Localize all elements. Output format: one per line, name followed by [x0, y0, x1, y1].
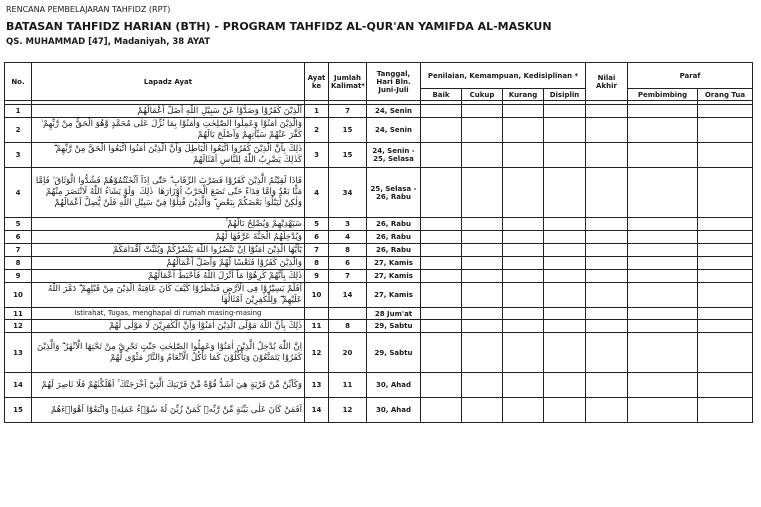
cell-cukup[interactable]	[462, 168, 503, 218]
cell-paraf-pembimbing[interactable]	[628, 373, 698, 398]
cell-baik[interactable]	[421, 308, 462, 320]
cell-baik[interactable]	[421, 143, 462, 168]
row-lafadz: اِنَّ اللّٰهَ يُدْخِلُ الَّذِيْنَ اٰمَنُوْا وَعَمِلُوا الصّٰلِحٰتِ جَنّٰتٍ تَجْرِيْ مِنْ تَحْتِهَا الْاَنْهٰرُ ۗ وَالَّذِيْنَ كَفَرُوْا يَتَمَتَّعُوْنَ وَيَأْكُلُوْنَ كَمَا تَأْكُلُ الْاَنْعَامُ وَالنَّارُ مَثْوًى لَّهُمْ	[32, 333, 305, 373]
cell-baik[interactable]	[421, 231, 462, 244]
row-no: 13	[5, 333, 32, 373]
col-disiplin: Disiplin	[544, 89, 586, 101]
cell-nilai-akhir[interactable]	[586, 105, 628, 118]
row-jumlah: 11	[329, 373, 367, 398]
cell-baik[interactable]	[421, 373, 462, 398]
row-lafadz: ذٰلِكَ بِاَنَّ اللّٰهَ مَوْلَى الَّذِيْنَ اٰمَنُوْا وَاَنَّ الْكٰفِرِيْنَ لَا مَوْلٰى لَهُمْ	[32, 320, 305, 333]
cell-cukup[interactable]	[462, 218, 503, 231]
row-jumlah: 7	[329, 270, 367, 283]
cell-disiplin[interactable]	[544, 143, 586, 168]
row-tanggal: 25, Selasa - 26, Rabu	[367, 168, 421, 218]
row-lafadz: ذٰلِكَ بِاَنَّهُمْ كَرِهُوْا مَآ اَنْزَلَ اللّٰهُ فَاَحْبَطَ اَعْمَالَهُمْ	[32, 270, 305, 283]
row-no: 3	[5, 143, 32, 168]
cell-disiplin[interactable]	[544, 398, 586, 423]
row-ayat: 1	[305, 105, 329, 118]
cell-nilai-akhir[interactable]	[586, 320, 628, 333]
cell-cukup[interactable]	[462, 308, 503, 320]
row-no: 10	[5, 283, 32, 308]
table-row	[5, 231, 753, 244]
row-lafadz: وَكَاَيِّنْ مِّنْ قَرْيَةٍ هِيَ اَشَدُّ قُوَّةً مِّنْ قَرْيَتِكَ الَّتِيْٓ اَخْرَجَتْكَ ۚ اَهْلَكْنٰهُمْ فَلَا نَاصِرَ لَهُمْ	[32, 373, 305, 398]
doc-subtitle: QS. MUHAMMAD [47], Madaniyah, 38 AYAT	[6, 37, 210, 47]
col-tanggal: Tanggal, Hari Bln. Juni-Juli	[367, 63, 421, 101]
cell-paraf-pembimbing[interactable]	[628, 168, 698, 218]
cell-paraf-orang-tua[interactable]	[698, 283, 753, 308]
row-no: 7	[5, 244, 32, 257]
cell-kurang[interactable]	[503, 105, 544, 118]
row-no: 12	[5, 320, 32, 333]
row-ayat: 7	[305, 244, 329, 257]
row-no: 11	[5, 308, 32, 320]
cell-paraf-orang-tua[interactable]	[698, 270, 753, 283]
cell-nilai-akhir[interactable]	[586, 308, 628, 320]
cell-kurang[interactable]	[503, 320, 544, 333]
cell-paraf-pembimbing[interactable]	[628, 118, 698, 143]
cell-paraf-orang-tua[interactable]	[698, 168, 753, 218]
table-row	[5, 244, 753, 257]
row-ayat: 5	[305, 218, 329, 231]
row-tanggal: 27, Kamis	[367, 257, 421, 270]
cell-kurang[interactable]	[503, 231, 544, 244]
cell-cukup[interactable]	[462, 118, 503, 143]
row-tanggal: 30, Ahad	[367, 373, 421, 398]
cell-paraf-orang-tua[interactable]	[698, 105, 753, 118]
cell-kurang[interactable]	[503, 308, 544, 320]
cell-paraf-pembimbing[interactable]	[628, 398, 698, 423]
cell-disiplin[interactable]	[544, 283, 586, 308]
cell-disiplin[interactable]	[544, 118, 586, 143]
tahfidz-table	[4, 62, 753, 423]
cell-cukup[interactable]	[462, 398, 503, 423]
cell-paraf-orang-tua[interactable]	[698, 143, 753, 168]
row-tanggal: 30, Ahad	[367, 398, 421, 423]
cell-kurang[interactable]	[503, 118, 544, 143]
row-lafadz: Istirahat, Tugas, menghapal di rumah masing-masing	[32, 308, 305, 320]
row-jumlah: 15	[329, 143, 367, 168]
cell-cukup[interactable]	[462, 244, 503, 257]
row-jumlah: 34	[329, 168, 367, 218]
row-lafadz: اَلَّذِيْنَ كَفَرُوْا وَصَدُّوْا عَنْ سَبِيْلِ اللّٰهِ اَضَلَّ اَعْمَالَهُمْ	[32, 105, 305, 118]
cell-baik[interactable]	[421, 168, 462, 218]
cell-cukup[interactable]	[462, 270, 503, 283]
cell-kurang[interactable]	[503, 270, 544, 283]
row-tanggal: 26, Rabu	[367, 218, 421, 231]
table-row	[5, 218, 753, 231]
row-ayat: 9	[305, 270, 329, 283]
cell-disiplin[interactable]	[544, 257, 586, 270]
cell-paraf-orang-tua[interactable]	[698, 333, 753, 373]
table-row	[5, 398, 753, 423]
cell-baik[interactable]	[421, 320, 462, 333]
col-kurang: Kurang	[503, 89, 544, 101]
row-jumlah: 15	[329, 118, 367, 143]
row-lafadz: وَالَّذِيْنَ اٰمَنُوْا وَعَمِلُوا الصّٰلِحٰتِ وَاٰمَنُوْا بِمَا نُزِّلَ عَلٰى مُحَمَّدٍ وَّهُوَ الْحَقُّ مِنْ رَّبِّهِمْ ۙ كَفَّرَ عَنْهُمْ سَيِّاٰتِهِمْ وَاَصْلَحَ بَالَهُمْ	[32, 118, 305, 143]
cell-nilai-akhir[interactable]	[586, 244, 628, 257]
row-tanggal: 27, Kamis	[367, 270, 421, 283]
row-tanggal: 29, Sabtu	[367, 320, 421, 333]
cell-baik[interactable]	[421, 398, 462, 423]
cell-paraf-pembimbing[interactable]	[628, 270, 698, 283]
cell-paraf-orang-tua[interactable]	[698, 118, 753, 143]
cell-paraf-pembimbing[interactable]	[628, 143, 698, 168]
row-jumlah: 3	[329, 218, 367, 231]
row-ayat	[305, 308, 329, 320]
table-row	[5, 283, 753, 308]
row-tanggal: 24, Senin	[367, 118, 421, 143]
row-jumlah: 4	[329, 231, 367, 244]
row-no: 5	[5, 218, 32, 231]
table-row	[5, 270, 753, 283]
row-jumlah: 8	[329, 244, 367, 257]
cell-disiplin[interactable]	[544, 308, 586, 320]
cell-paraf-orang-tua[interactable]	[698, 320, 753, 333]
col-paraf: Paraf	[628, 63, 753, 89]
row-no: 15	[5, 398, 32, 423]
cell-nilai-akhir[interactable]	[586, 333, 628, 373]
cell-paraf-pembimbing[interactable]	[628, 105, 698, 118]
cell-paraf-pembimbing[interactable]	[628, 283, 698, 308]
cell-cukup[interactable]	[462, 143, 503, 168]
cell-disiplin[interactable]	[544, 231, 586, 244]
cell-paraf-pembimbing[interactable]	[628, 333, 698, 373]
cell-cukup[interactable]	[462, 105, 503, 118]
cell-nilai-akhir[interactable]	[586, 231, 628, 244]
table-row	[5, 105, 753, 118]
row-lafadz: وَيُدْخِلُهُمُ الْجَنَّةَ عَرَّفَهَا لَهُمْ	[32, 231, 305, 244]
table-row	[5, 320, 753, 333]
row-no: 8	[5, 257, 32, 270]
row-ayat: 12	[305, 333, 329, 373]
cell-paraf-pembimbing[interactable]	[628, 231, 698, 244]
cell-baik[interactable]	[421, 270, 462, 283]
row-ayat: 3	[305, 143, 329, 168]
row-no: 1	[5, 105, 32, 118]
cell-kurang[interactable]	[503, 283, 544, 308]
table-row	[5, 257, 753, 270]
cell-kurang[interactable]	[503, 257, 544, 270]
cell-paraf-pembimbing[interactable]	[628, 218, 698, 231]
col-nilai-akhir: Nilai Akhir	[586, 63, 628, 101]
col-orang-tua: Orang Tua	[698, 89, 753, 101]
row-jumlah: 8	[329, 320, 367, 333]
cell-baik[interactable]	[421, 333, 462, 373]
cell-kurang[interactable]	[503, 333, 544, 373]
col-ayat: Ayat ke	[305, 63, 329, 101]
cell-paraf-orang-tua[interactable]	[698, 373, 753, 398]
doc-label: RENCANA PEMBELAJARAN TAHFIDZ (RPT)	[6, 5, 171, 14]
row-no: 6	[5, 231, 32, 244]
row-jumlah: 20	[329, 333, 367, 373]
table-row	[5, 373, 753, 398]
cell-cukup[interactable]	[462, 373, 503, 398]
cell-paraf-pembimbing[interactable]	[628, 244, 698, 257]
row-jumlah: 14	[329, 283, 367, 308]
cell-nilai-akhir[interactable]	[586, 168, 628, 218]
col-penilaian: Penilaian, Kemampuan, Kedisiplinan *	[421, 63, 586, 89]
cell-nilai-akhir[interactable]	[586, 373, 628, 398]
cell-kurang[interactable]	[503, 143, 544, 168]
col-lafadz: Lapadz Ayat	[32, 63, 305, 101]
row-ayat: 11	[305, 320, 329, 333]
row-jumlah: 6	[329, 257, 367, 270]
table-row	[5, 143, 753, 168]
row-tanggal: 28 Jum'at	[367, 308, 421, 320]
row-no: 4	[5, 168, 32, 218]
table-row	[5, 308, 753, 320]
cell-cukup[interactable]	[462, 320, 503, 333]
cell-disiplin[interactable]	[544, 168, 586, 218]
row-jumlah: 7	[329, 105, 367, 118]
cell-nilai-akhir[interactable]	[586, 143, 628, 168]
cell-baik[interactable]	[421, 244, 462, 257]
cell-kurang[interactable]	[503, 168, 544, 218]
cell-nilai-akhir[interactable]	[586, 270, 628, 283]
row-no: 2	[5, 118, 32, 143]
row-lafadz: سَيَهْدِيْهِمْ وَيُصْلِحُ بَالَهُمْ ۚ	[32, 218, 305, 231]
cell-cukup[interactable]	[462, 283, 503, 308]
cell-paraf-orang-tua[interactable]	[698, 398, 753, 423]
row-tanggal: 24, Senin - 25, Selasa	[367, 143, 421, 168]
row-ayat: 14	[305, 398, 329, 423]
cell-paraf-orang-tua[interactable]	[698, 244, 753, 257]
row-lafadz: ذٰلِكَ بِاَنَّ الَّذِيْنَ كَفَرُوا اتَّبَعُوا الْبَاطِلَ وَاَنَّ الَّذِيْنَ اٰمَنُوا اتَّبَعُوا الْحَقَّ مِنْ رَّبِّهِمْ ۗ كَذٰلِكَ يَضْرِبُ اللّٰهُ لِلنَّاسِ اَمْثَالَهُمْ	[32, 143, 305, 168]
cell-nilai-akhir[interactable]	[586, 257, 628, 270]
cell-disiplin[interactable]	[544, 333, 586, 373]
cell-kurang[interactable]	[503, 218, 544, 231]
cell-baik[interactable]	[421, 257, 462, 270]
cell-paraf-pembimbing[interactable]	[628, 308, 698, 320]
cell-baik[interactable]	[421, 118, 462, 143]
col-pembimbing: Pembimbing	[628, 89, 698, 101]
doc-title: BATASAN TAHFIDZ HARIAN (BTH) - PROGRAM TAHFIDZ AL-QUR'AN YAMIFDA AL-MASKUN	[6, 20, 552, 33]
row-lafadz: اَفَمَنْ كَانَ عَلٰى بَيِّنَةٍ مِّنْ رَّبِّهٖ كَمَنْ زُيِّنَ لَهٗ سُوْۤءُ عَمَلِهٖ وَاتَّبَعُوْٓا اَهْوَاۤءَهُمْ	[32, 398, 305, 423]
cell-baik[interactable]	[421, 218, 462, 231]
row-jumlah: 12	[329, 398, 367, 423]
cell-kurang[interactable]	[503, 373, 544, 398]
row-lafadz: وَالَّذِيْنَ كَفَرُوْا فَتَعْسًا لَّهُمْ وَاَضَلَّ اَعْمَالَهُمْ	[32, 257, 305, 270]
row-ayat: 8	[305, 257, 329, 270]
cell-paraf-pembimbing[interactable]	[628, 257, 698, 270]
cell-cukup[interactable]	[462, 231, 503, 244]
col-jumlah: Jumlah Kalimat*	[329, 63, 367, 101]
row-ayat: 13	[305, 373, 329, 398]
cell-kurang[interactable]	[503, 398, 544, 423]
row-tanggal: 26, Rabu	[367, 231, 421, 244]
col-baik: Baik	[421, 89, 462, 101]
cell-paraf-pembimbing[interactable]	[628, 320, 698, 333]
row-ayat: 4	[305, 168, 329, 218]
row-no: 9	[5, 270, 32, 283]
cell-disiplin[interactable]	[544, 270, 586, 283]
cell-disiplin[interactable]	[544, 373, 586, 398]
table-row	[5, 118, 753, 143]
cell-cukup[interactable]	[462, 333, 503, 373]
row-tanggal: 24, Senin	[367, 105, 421, 118]
row-ayat: 10	[305, 283, 329, 308]
cell-nilai-akhir[interactable]	[586, 398, 628, 423]
row-no: 14	[5, 373, 32, 398]
row-tanggal: 29, Sabtu	[367, 333, 421, 373]
cell-baik[interactable]	[421, 105, 462, 118]
cell-disiplin[interactable]	[544, 320, 586, 333]
cell-paraf-orang-tua[interactable]	[698, 231, 753, 244]
cell-kurang[interactable]	[503, 244, 544, 257]
row-lafadz: فَاِذَا لَقِيْتُمُ الَّذِيْنَ كَفَرُوْا فَضَرْبَ الرِّقَابِ ۗ حَتّٰٓى اِذَآ اَثْخَنْتُمُوْهُمْ فَشُدُّوا الْوَثَاقَ ۙ فَاِمَّا مَنًّا بَعْدُ وَاِمَّا فِدَاۤءً حَتّٰى تَضَعَ الْحَرْبُ اَوْزَارَهَا ۛ ذٰلِكَ ۛ وَلَوْ يَشَاۤءُ اللّٰهُ لَانْتَصَرَ مِنْهُمْ وَلٰكِنْ لِّيَبْلُوَا۟ بَعْضَكُمْ بِبَعْضٍ ۗ وَالَّذِيْنَ قُتِلُوْا فِيْ سَبِيْلِ اللّٰهِ فَلَنْ يُّضِلَّ اَعْمَالَهُمْ	[32, 168, 305, 218]
table-row	[5, 333, 753, 373]
row-jumlah	[329, 308, 367, 320]
cell-paraf-orang-tua[interactable]	[698, 218, 753, 231]
table-row	[5, 168, 753, 218]
col-cukup: Cukup	[462, 89, 503, 101]
row-lafadz: يٰٓاَيُّهَا الَّذِيْنَ اٰمَنُوْٓا اِنْ تَنْصُرُوا اللّٰهَ يَنْصُرْكُمْ وَيُثَبِّتْ اَقْدَامَكُمْ	[32, 244, 305, 257]
cell-paraf-orang-tua[interactable]	[698, 257, 753, 270]
row-ayat: 2	[305, 118, 329, 143]
cell-nilai-akhir[interactable]	[586, 118, 628, 143]
cell-cukup[interactable]	[462, 257, 503, 270]
row-ayat: 6	[305, 231, 329, 244]
cell-baik[interactable]	[421, 283, 462, 308]
cell-nilai-akhir[interactable]	[586, 283, 628, 308]
cell-disiplin[interactable]	[544, 105, 586, 118]
row-tanggal: 27, Kamis	[367, 283, 421, 308]
cell-disiplin[interactable]	[544, 244, 586, 257]
cell-nilai-akhir[interactable]	[586, 218, 628, 231]
row-tanggal: 26, Rabu	[367, 244, 421, 257]
cell-disiplin[interactable]	[544, 218, 586, 231]
row-lafadz: اَفَلَمْ يَسِيْرُوْا فِى الْاَرْضِ فَيَنْظُرُوْا كَيْفَ كَانَ عَاقِبَةُ الَّذِيْنَ مِنْ قَبْلِهِمْ ۗ دَمَّرَ اللّٰهُ عَلَيْهِمْ ۖ وَلِلْكٰفِرِيْنَ اَمْثَالُهَا	[32, 283, 305, 308]
cell-paraf-orang-tua[interactable]	[698, 308, 753, 320]
col-no: No.	[5, 63, 32, 101]
